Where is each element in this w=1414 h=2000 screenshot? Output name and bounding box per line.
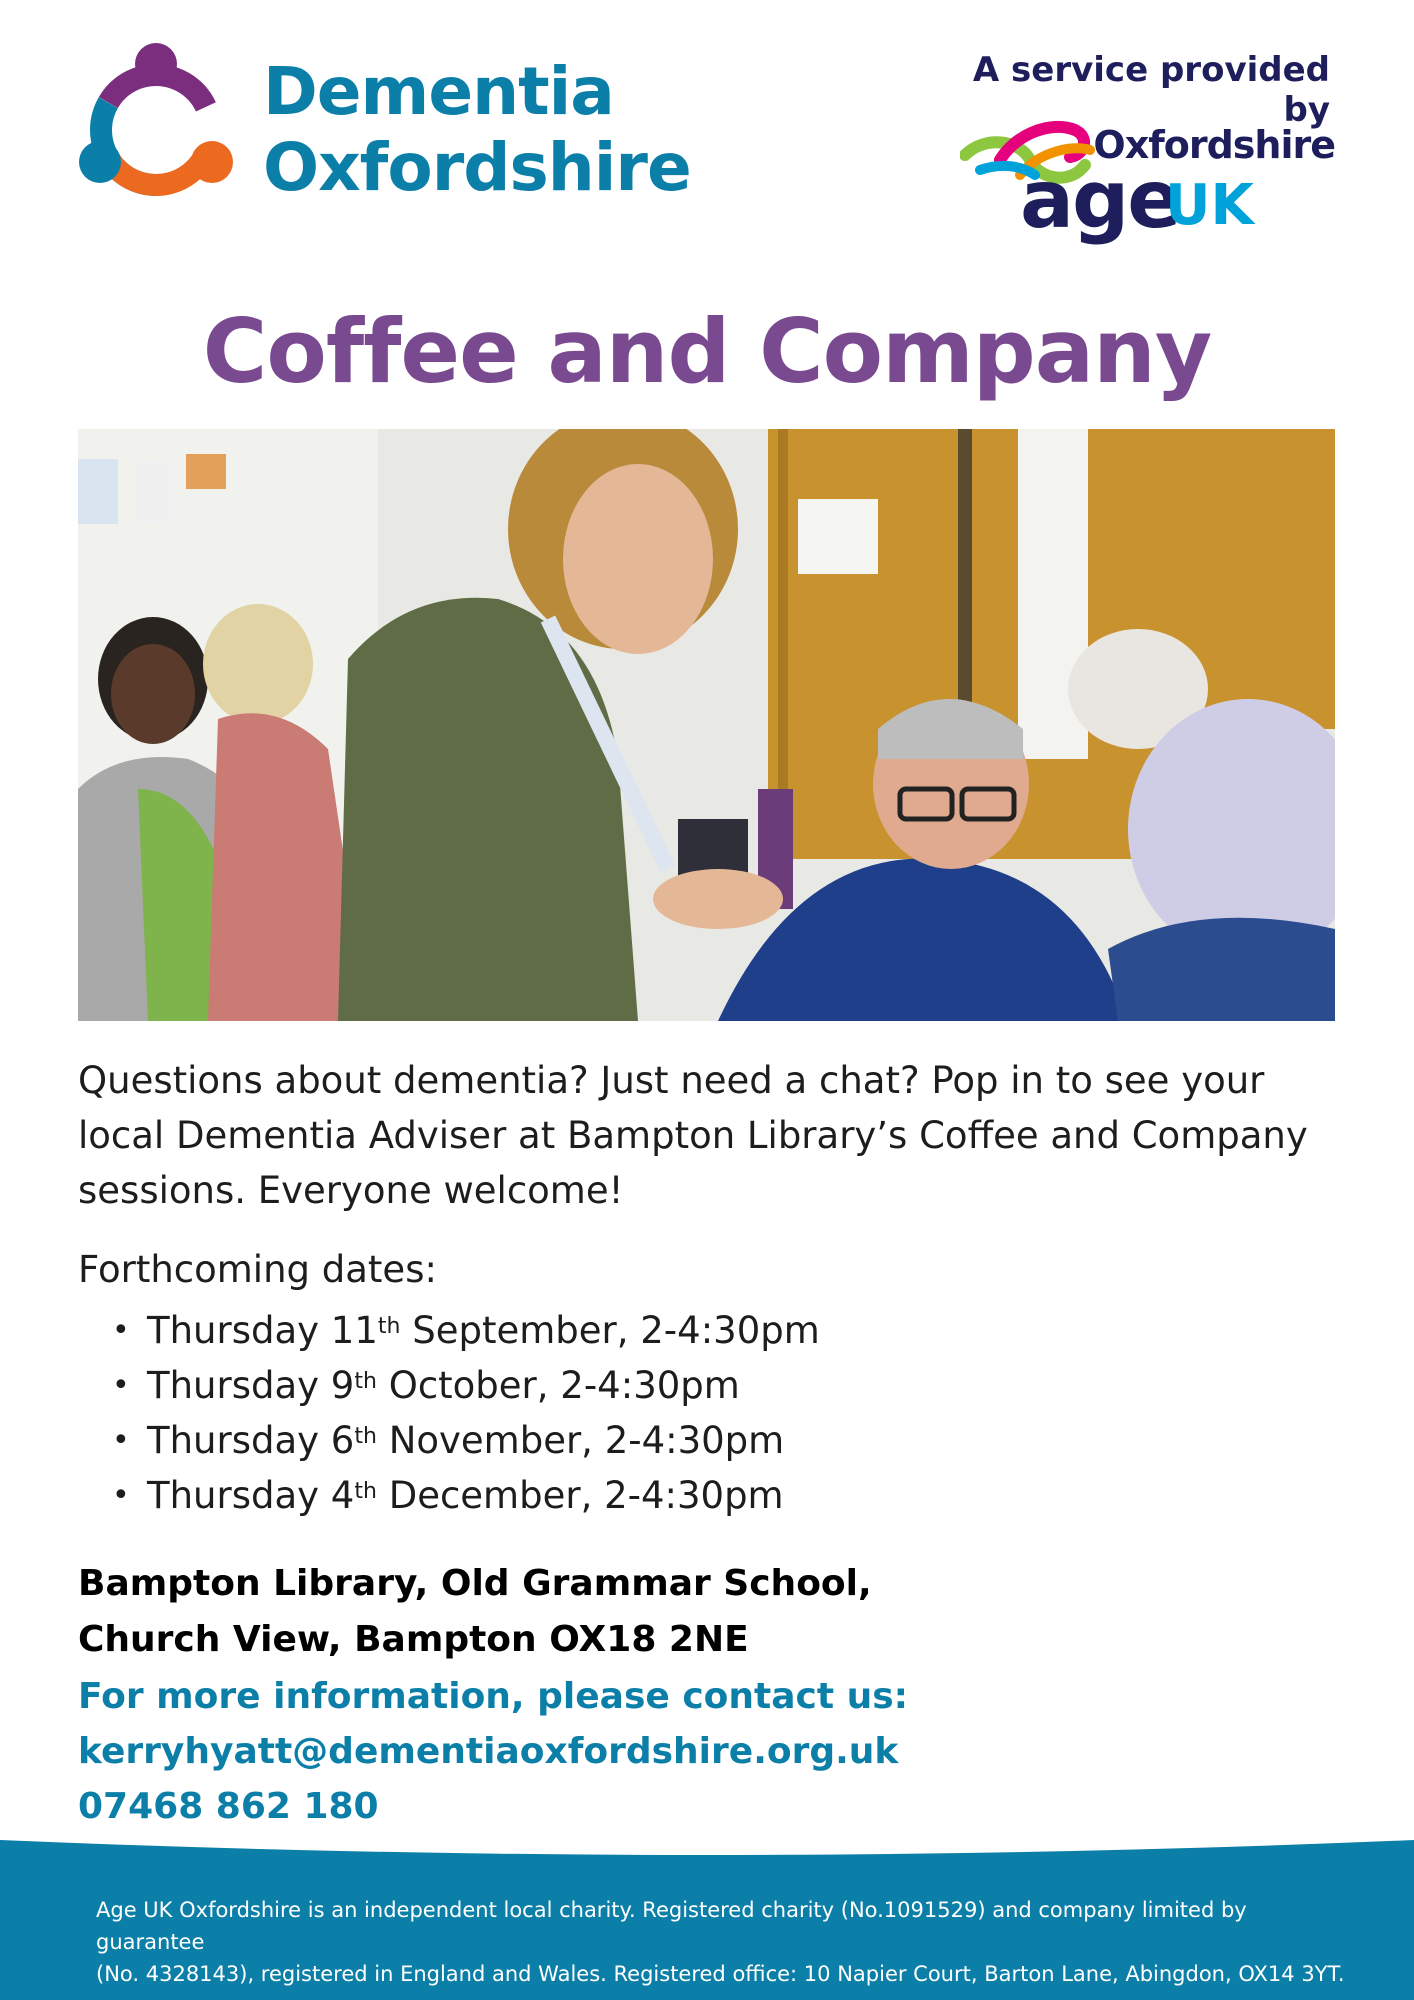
intro-paragraph: Questions about dementia? Just need a chat? Pop in to see your local Dementia Adviser at Bampton Library’s Coffee and Company sessions. Everyone welcome! bbox=[78, 1059, 1308, 1212]
org-name-line2: Oxfordshire bbox=[263, 129, 691, 206]
age-uk-age-word: age bbox=[1020, 153, 1180, 246]
age-uk-oxfordshire-logo bbox=[960, 115, 1335, 245]
bullet-icon: • bbox=[112, 1478, 130, 1513]
contact-heading: For more information, please contact us: bbox=[78, 1676, 909, 1717]
contact-email[interactable]: kerryhyatt@dementiaoxfordshire.org.uk bbox=[78, 1731, 899, 1772]
event-photo bbox=[78, 429, 1335, 1021]
address-line1: Bampton Library, Old Grammar School, bbox=[78, 1563, 872, 1604]
dementia-oxfordshire-logo-icon bbox=[76, 42, 236, 212]
list-item: • Thursday 4th December, 2-4:30pm bbox=[78, 1468, 820, 1523]
bullet-icon: • bbox=[112, 1313, 130, 1348]
bullet-icon: • bbox=[112, 1368, 130, 1403]
page-title: Coffee and Company bbox=[202, 300, 1212, 403]
age-uk-region: Oxfordshire bbox=[1093, 123, 1335, 167]
org-name-line1: Dementia bbox=[263, 53, 614, 130]
list-item: • Thursday 6th November, 2-4:30pm bbox=[78, 1413, 820, 1468]
service-provided-by: A service provided by bbox=[972, 50, 1330, 130]
list-item: • Thursday 9th October, 2-4:30pm bbox=[78, 1358, 820, 1413]
list-item: • Thursday 11th September, 2-4:30pm bbox=[78, 1303, 820, 1358]
forthcoming-dates-label: Forthcoming dates: bbox=[78, 1248, 437, 1291]
contact-phone[interactable]: 07468 862 180 bbox=[78, 1786, 379, 1827]
bullet-icon: • bbox=[112, 1423, 130, 1458]
dementia-oxfordshire-wordmark bbox=[263, 54, 691, 206]
footer-line2: (No. 4328143), registered in England and Wales. Registered office: 10 Napier Court, Barton Lane, Abingdon, OX14 3YT. bbox=[96, 1962, 1345, 1986]
photo-icon bbox=[78, 429, 1335, 1021]
footer-legal-text bbox=[96, 1894, 1346, 1990]
age-uk-uk-word: UK bbox=[1165, 173, 1254, 238]
dementia-oxfordshire-logo bbox=[76, 42, 691, 212]
dates-list bbox=[78, 1303, 820, 1523]
address-line2: Church View, Bampton OX18 2NE bbox=[78, 1619, 749, 1660]
footer-line1: Age UK Oxfordshire is an independent local charity. Registered charity (No.1091529) and company limited by guarantee bbox=[96, 1898, 1247, 1954]
venue-address bbox=[78, 1556, 872, 1668]
contact-info bbox=[78, 1669, 908, 1834]
